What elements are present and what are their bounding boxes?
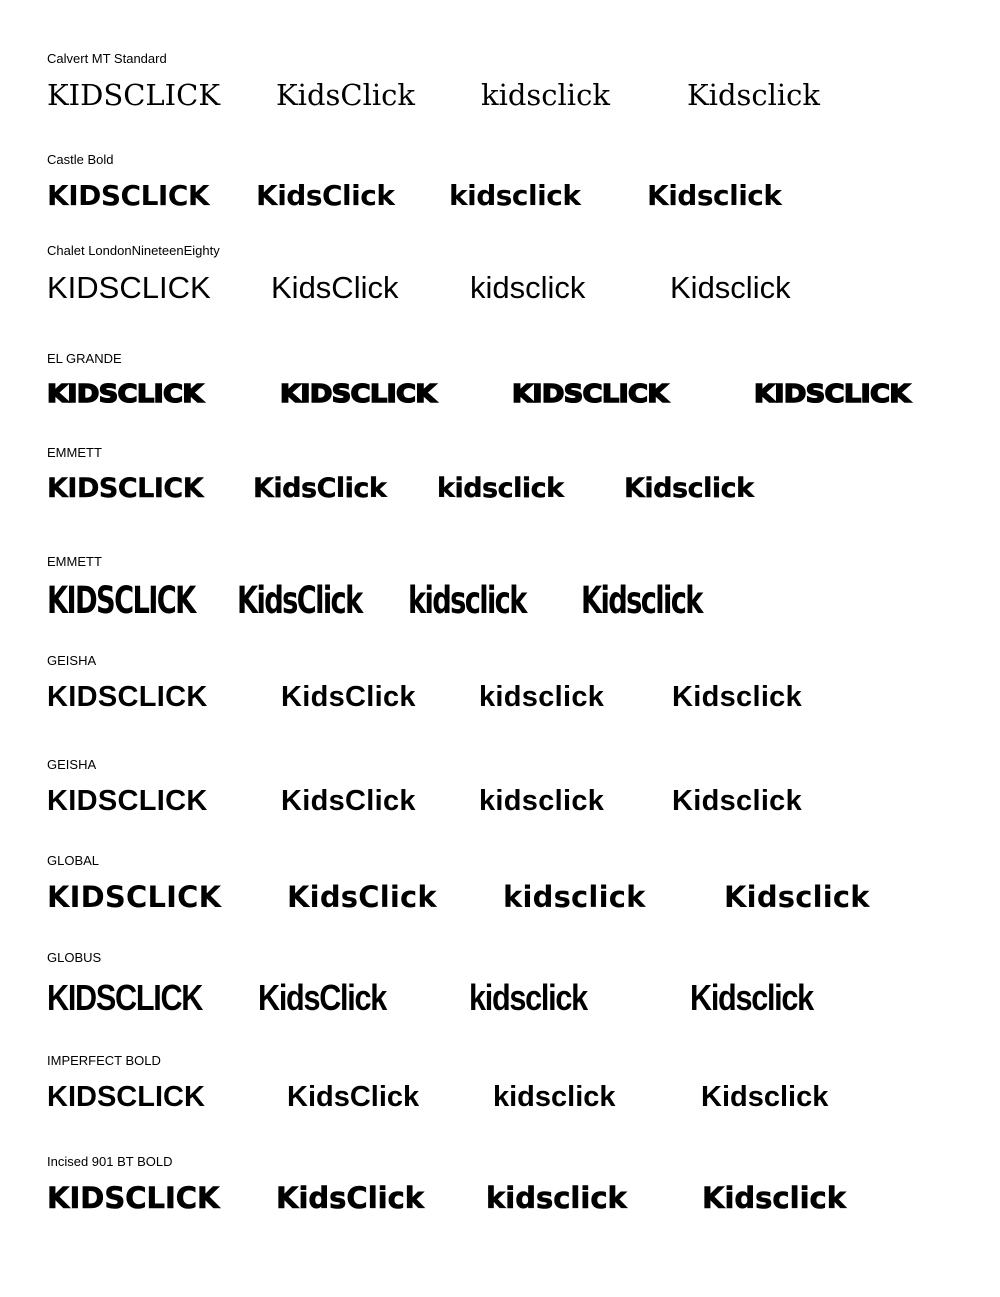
font-name-label: Castle Bold [47,152,114,167]
sample-titlecase: Kidsclick [672,785,803,817]
sample-lowercase: kidsclick [408,579,526,622]
sample-titlecase: Kidsclick [687,78,820,112]
sample-lowercase: kidsclick [470,270,586,305]
sample-camelcase: KidsClick [256,179,395,212]
sample-uppercase: KIDSCLICK [47,473,204,504]
sample-uppercase: KIDSCLICK [47,379,203,408]
sample-uppercase: KIDSCLICK [47,579,195,622]
sample-lowercase: kidsclick [481,78,610,112]
sample-lowercase: kidsclick [479,681,605,713]
sample-titlecase: Kidsclick [581,579,702,622]
sample-lowercase: kidsclick [503,880,646,914]
sample-camelcase: KidsClick [287,1081,420,1113]
sample-titlecase: Kidsclick [702,1181,846,1215]
sample-camelcase: KidsClick [281,785,416,817]
sample-uppercase: KIDSCLICK [47,1081,205,1113]
sample-camelcase: KidsClick [276,78,415,112]
sample-lowercase: kidsclick [479,785,605,817]
sample-lowercase: kidsclick [449,179,581,212]
font-name-label: Chalet LondonNineteenEighty [47,243,220,258]
sample-titlecase: Kidsclick [701,1081,829,1113]
sample-titlecase: Kidsclick [672,681,803,713]
sample-camelcase: KidsClick [237,579,362,622]
sample-camelcase: KidsClick [281,681,416,713]
font-name-label: Calvert MT Standard [47,51,167,66]
sample-uppercase: KIDSCLICK [47,785,208,817]
sample-titlecase: Kidsclick [624,473,754,504]
sample-lowercase: kidsclick [493,1081,616,1113]
sample-titlecase: Kidsclick [647,179,782,212]
font-name-label: GEISHA [47,653,97,668]
sample-titlecase: Kidsclick [724,880,870,914]
sample-uppercase: KIDSCLICK [47,681,208,713]
sample-uppercase: KIDSCLICK [47,179,210,212]
sample-uppercase: KIDSCLICK [47,1181,220,1215]
sample-titlecase: Kidsclick [690,977,813,1018]
font-name-label: EMMETT [47,554,102,569]
sample-camelcase: KIDSCLICK [280,379,436,408]
sample-uppercase: KIDSCLICK [47,270,211,305]
sample-uppercase: KIDSCLICK [47,880,222,914]
sample-titlecase: Kidsclick [670,270,791,305]
sample-camelcase: KidsClick [258,977,386,1018]
sample-camelcase: KidsClick [276,1181,425,1215]
sample-lowercase: KIDSCLICK [512,379,668,408]
font-name-label: EMMETT [47,445,102,460]
sample-uppercase: KIDSCLICK [47,977,203,1018]
font-name-label: GEISHA [47,757,97,772]
sample-lowercase: kidsclick [486,1181,627,1215]
font-name-label: Incised 901 BT BOLD [47,1154,173,1169]
font-name-label: IMPERFECT BOLD [47,1053,161,1068]
font-name-label: GLOBUS [47,950,102,965]
sample-camelcase: KidsClick [253,473,387,504]
sample-lowercase: kidsclick [469,977,587,1018]
font-name-label: GLOBAL [47,853,100,868]
font-name-label: EL GRANDE [47,351,122,366]
sample-camelcase: KidsClick [271,270,399,305]
sample-uppercase: KIDSCLICK [47,78,220,112]
sample-camelcase: KidsClick [287,880,437,914]
sample-lowercase: kidsclick [437,473,564,504]
sample-titlecase: KIDSCLICK [754,379,910,408]
